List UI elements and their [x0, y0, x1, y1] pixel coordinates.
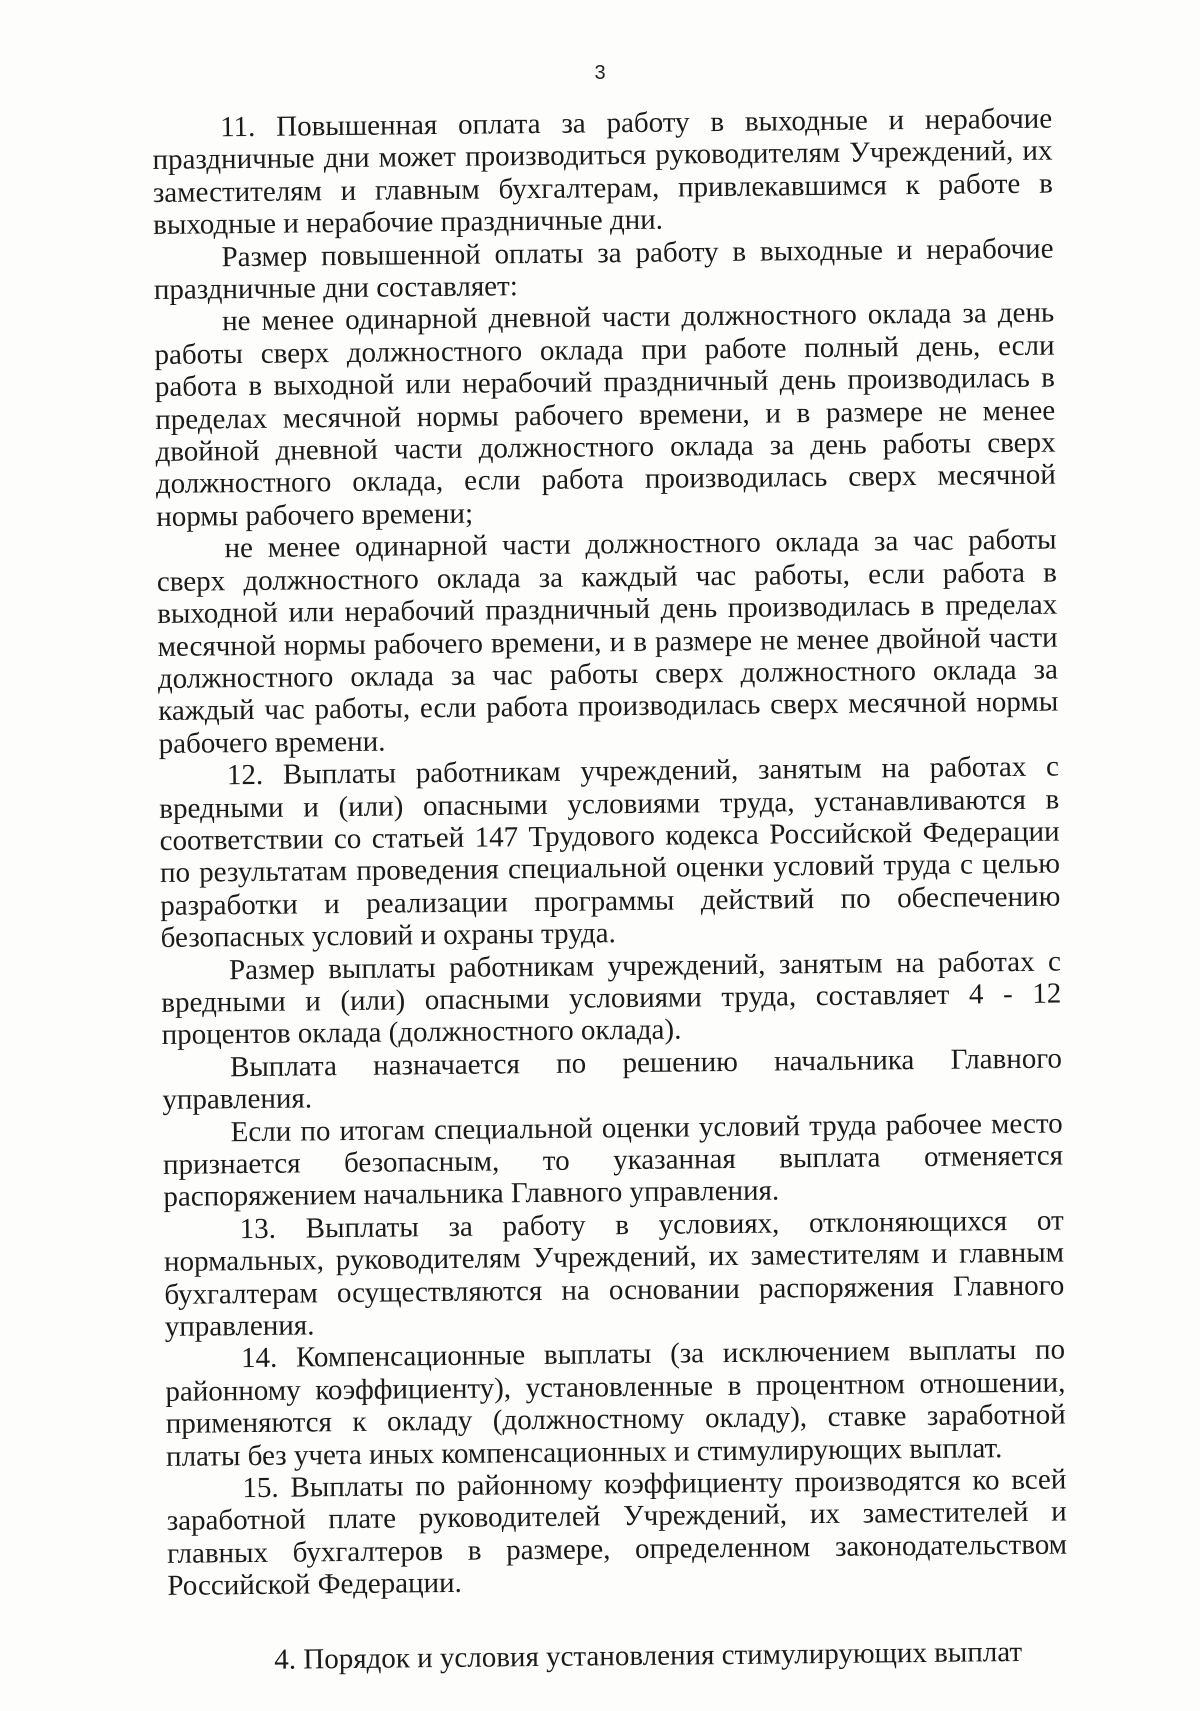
paragraph-11-holiday-pay: 11. Повышенная оплата за работу в выходные и нерабочие праздничные дни может производиться руководителям Учреждений, их заместителям и главным бухгалтерам, привлекавшимся к работе в выходные и нерабочие праздничные дни.: [152, 102, 1053, 242]
paragraph-13-abnormal-conditions: 13. Выплаты за работу в условиях, отклоняющихся от нормальных, руководителям Учреждений, их заместителям и главным бухгалтерам осуществляются на основании распоряжения Главного управления.: [163, 1204, 1065, 1343]
paragraph-daily-rate: не менее одинарной дневной части должностного оклада за день работы сверх должностного оклада при работе полный день, если работа в выходной или нерабочий праздничный день производилась в пределах месячной нормы рабочего времени, и в размере не менее двойной дневной части должностного оклада за день работы сверх должностного оклада, если работа производилась сверх месячной нормы рабочего времени;: [154, 297, 1057, 533]
document-body: [152, 103, 1068, 1677]
paragraph-14-compensation: 14. Компенсационные выплаты (за исключением выплаты по районному коэффициенту), установленные в процентном отношении, применяются к окладу (должностному окладу), ставке заработной платы без учета иных компенсационных и стимулирующих выплат.: [165, 1333, 1066, 1473]
paragraph-hazard-pay-cancellation: Если по итогам специальной оценки условий труда рабочее место признается безопасным, то указанная выплата отменяется распоряжением начальника Главного управления.: [162, 1107, 1064, 1214]
paragraph-hourly-rate: не менее одинарной части должностного оклада за час работы сверх должностного оклада за каждый час работы, если работа в выходной или нерабочий праздничный день производилась в пределах месячной нормы рабочего времени, и в размере не менее двойной части должностного оклада за час работы сверх должностного оклада за каждый час работы, если работа производилась сверх месячной нормы рабочего времени.: [156, 523, 1059, 760]
paragraph-hazard-pay-assignment: Выплата назначается по решению начальника Главного управления.: [162, 1042, 1063, 1117]
paragraph-15-regional-coefficient: 15. Выплаты по районному коэффициенту производятся ко всей заработной плате руководителей Учреждений, их заместителей и главных бухгалтеров в размере, определенном законодательством Российской Федерации.: [166, 1463, 1068, 1603]
paragraph-12-hazardous-conditions: 12. Выплаты работникам учреждений, занятым на работах с вредными и (или) опасными условиями труда, устанавливаются в соответствии со статьей 147 Трудового кодекса Российской Федерации по результатам проведения специальной оценки условий труда с целью разработки и реализации программы действий по обеспечению безопасных условий и охраны труда.: [159, 750, 1061, 955]
section-heading: 4. Порядок и условия установления стимулирующих выплат: [274, 1635, 1023, 1676]
paragraph-holiday-pay-size: Размер повышенной оплаты за работу в выходные и нерабочие праздничные дни составляет:: [153, 232, 1054, 307]
page-number: 3: [594, 62, 606, 84]
paragraph-hazard-pay-size: Размер выплаты работникам учреждений, занятым на работах с вредными и (или) опасными условиями труда, составляет 4 - 12 процентов оклада (должностного оклада).: [161, 945, 1062, 1052]
